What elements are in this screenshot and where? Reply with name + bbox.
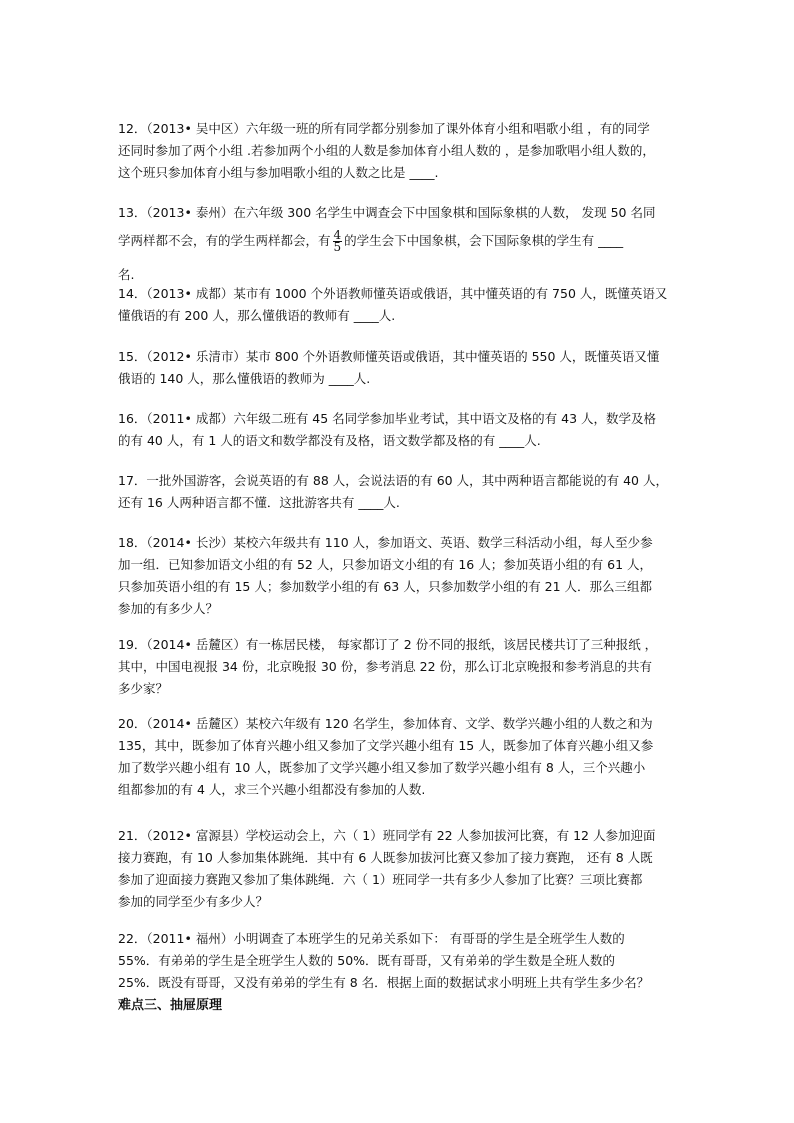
problem-line: 俄语的 140 人，那么懂俄语的教师为 ____人. bbox=[118, 371, 371, 386]
problem-line: 22．（2011• 福州）小明调查了本班学生的兄弟关系如下： 有哥哥的学生是全班学生人数的 bbox=[118, 931, 625, 946]
problem-line: 这个班只参加体育小组与参加唱歌小组的人数之比是 ____. bbox=[118, 165, 439, 180]
problem-line: 13．（2013• 泰州）在六年级 300 名学生中调查会下中国象棋和国际象棋的人数， 发现 50 名同 bbox=[118, 205, 656, 220]
problem-line: 21．（2012• 富源县）学校运动会上，六（ 1）班同学有 22 人参加拔河比赛，有 12 人参加迎面 bbox=[118, 828, 656, 843]
problem-line: 15．（2012• 乐清市）某市 800 个外语教师懂英语或俄语，其中懂英语的 550 人，既懂英语又懂 bbox=[118, 349, 660, 364]
problem-line: 参加了迎面接力赛跑又参加了集体跳绳．六（ 1）班同学一共有多少人参加了比赛？三项比赛都 bbox=[118, 872, 643, 887]
problem-line: 12．（2013• 吴中区）六年级一班的所有同学都分别参加了课外体育小组和唱歌小组 ，有的同学 bbox=[118, 121, 650, 136]
problem-20 bbox=[118, 713, 686, 801]
problem-line: 还有 16 人两种语言都不懂．这批游客共有 ____人. bbox=[118, 495, 400, 510]
problem-text: 学两样都不会，有的学生两样都会，有 bbox=[118, 233, 331, 248]
problem-line: 懂俄语的有 200 人，那么懂俄语的教师有 ____人. bbox=[118, 308, 396, 323]
problem-13 bbox=[118, 202, 686, 286]
problem-line: 参加的同学至少有多少人？ bbox=[118, 894, 269, 909]
problem-line: 加了数学兴趣小组有 10 人，既参加了文学兴趣小组又参加了数学兴趣小组有 8 人，三个兴趣小 bbox=[118, 760, 646, 775]
fraction-denominator: 5 bbox=[333, 240, 342, 254]
problem-line: 名. bbox=[118, 267, 135, 282]
problem-line: 只参加英语小组的有 15 人；参加数学小组的有 63 人，只参加数学小组的有 21 人．那么三组都 bbox=[118, 579, 653, 594]
fraction-four-fifths bbox=[333, 230, 343, 253]
fraction-numerator: 4 bbox=[333, 228, 342, 242]
problem-line: 16．（2011• 成都）六年级二班有 45 名同学参加毕业考试，其中语文及格的有 43 人，数学及格 bbox=[118, 411, 657, 426]
problem-22 bbox=[118, 928, 686, 994]
problem-line: 25%．既没有哥哥，又没有弟弟的学生有 8 名．根据上面的数据试求小明班上共有学生多少名？ bbox=[118, 975, 650, 990]
problem-line: 19．（2014• 岳麓区）有一栋居民楼， 每家都订了 2 份不同的报纸，该居民楼共订了三种报纸 ， bbox=[118, 637, 658, 652]
problem-line: 20．（2014• 岳麓区）某校六年级有 120 名学生，参加体育、文学、数学兴趣小组的人数之和为 bbox=[118, 716, 653, 731]
problem-17 bbox=[118, 470, 686, 514]
problem-15 bbox=[118, 346, 686, 390]
problem-line: 加一组．已知参加语文小组的有 52 人，只参加语文小组的有 16 人；参加英语小组的有 61 人， bbox=[118, 557, 653, 572]
problem-line-with-fraction bbox=[118, 226, 686, 256]
problem-line: 18．（2014• 长沙）某校六年级共有 110 人，参加语文、英语、数学三科活动小组，每人至少参 bbox=[118, 535, 653, 550]
problem-line: 55%．有弟弟的学生是全班学生人数的 50%．既有哥哥，又有弟弟的学生数是全班人数的 bbox=[118, 953, 616, 968]
problem-19 bbox=[118, 634, 686, 700]
problem-line: 14．（2013• 成都）某市有 1000 个外语教师懂英语或俄语，其中懂英语的有 750 人，既懂英语又 bbox=[118, 286, 668, 301]
problem-18 bbox=[118, 532, 686, 620]
problem-line: 17．一批外国游客，会说英语的有 88 人，会说法语的有 60 人，其中两种语言都能说的有 40 人， bbox=[118, 473, 668, 488]
problem-text: 的学生会下中国象棋，会下国际象棋的学生有 ____ bbox=[344, 233, 624, 248]
problem-line: 135，其中，既参加了体育兴趣小组又参加了文学兴趣小组有 15 人，既参加了体育兴趣小组又参 bbox=[118, 738, 654, 753]
problem-line: 接力赛跑，有 10 人参加集体跳绳．其中有 6 人既参加拔河比赛又参加了接力赛跑， 还有 8 人既 bbox=[118, 850, 653, 865]
problem-line: 组都参加的有 4 人，求三个兴趣小组都没有参加的人数. bbox=[118, 782, 426, 797]
problem-16 bbox=[118, 408, 686, 452]
section-heading: 难点三、抽屉原理 bbox=[118, 998, 223, 1013]
problem-14 bbox=[118, 283, 686, 327]
problem-line: 参加的有多少人？ bbox=[118, 601, 219, 616]
problem-21 bbox=[118, 825, 686, 913]
problem-line: 的有 40 人，有 1 人的语文和数学都没有及格，语文数学都及格的有 ____人. bbox=[118, 433, 541, 448]
problem-line: 还同时参加了两个小组 .若参加两个小组的人数是参加体育小组人数的 ，是参加歌唱小组人数的， bbox=[118, 143, 655, 158]
problem-line: 多少家？ bbox=[118, 681, 169, 696]
problem-line: 其中，中国电视报 34 份，北京晚报 30 份，参考消息 22 份，那么订北京晚报和参考消息的共有 bbox=[118, 659, 653, 674]
problem-12 bbox=[118, 118, 686, 184]
